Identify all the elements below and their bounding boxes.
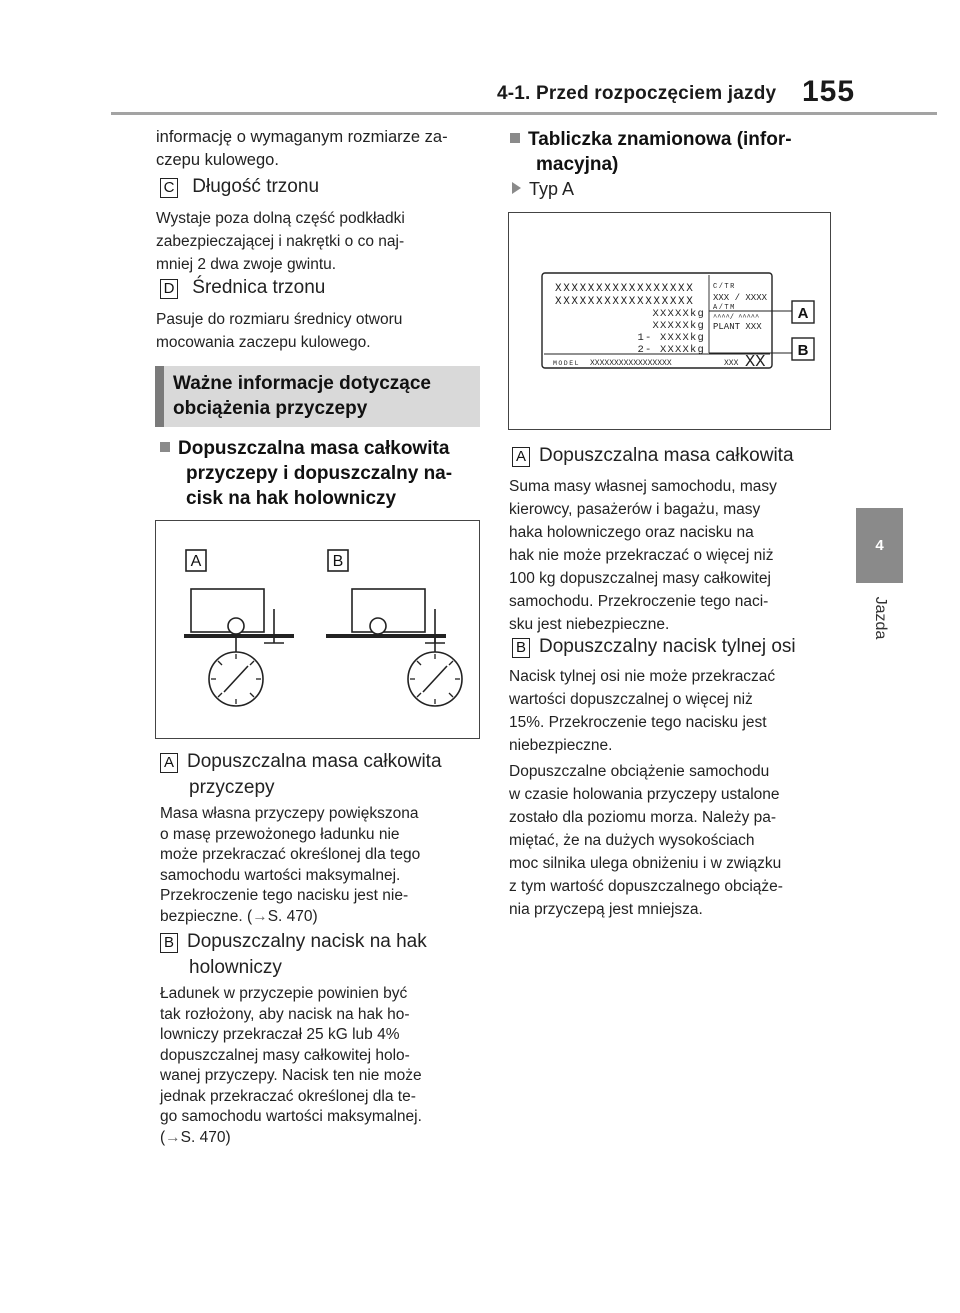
figure-label-b: B — [332, 553, 344, 570]
chapter-label — [856, 588, 903, 648]
subsection-heading-plate — [510, 127, 792, 177]
text-line: informację o wymaganym rozmiarze za- — [156, 128, 448, 146]
right-item-b-desc — [509, 665, 775, 757]
plate-plant: PLANT XXX — [713, 322, 762, 332]
text-line: może przekraczać określonej dla tego — [160, 846, 421, 863]
text-line: kierowcy, pasażerów i bagażu, masy — [509, 501, 761, 518]
item-title-text: Dopuszczalny nacisk na hak — [187, 931, 427, 952]
square-bullet-icon — [160, 442, 170, 452]
text-line: go samochodu wartości maksymalnej. — [160, 1108, 422, 1125]
text-line: zostało dla poziomu morza. Należy pa- — [509, 809, 777, 826]
type-label — [512, 179, 574, 200]
page-reference-link[interactable]: S. 470) — [267, 907, 318, 925]
figure-label-a: A — [797, 305, 809, 322]
text-line: Dopuszczalne obciążenie samochodu — [509, 763, 770, 780]
header-divider — [111, 112, 937, 115]
text-line: moc silnika ulega obniżeniu i w związku — [509, 855, 782, 872]
text-line: miętać, że na dużych wysokościach — [509, 832, 755, 849]
item-b-desc — [160, 984, 422, 1148]
item-b-title — [160, 929, 427, 981]
item-title-text: Średnica trzonu — [192, 277, 326, 298]
nameplate-illustration — [509, 213, 830, 429]
chapter-label-text: Jazda — [871, 596, 889, 640]
text-line: lowniczy przekraczał 25 kG lub 4% — [160, 1026, 400, 1043]
see-page-arrow-icon: → — [165, 1128, 181, 1146]
text-line: jednak przekraczać określonej dla te- — [160, 1087, 416, 1105]
text-line: samochodu. Przekroczenie tego naci- — [509, 593, 769, 610]
item-a-title — [160, 749, 442, 801]
type-label-text: Typ A — [529, 179, 575, 199]
item-title-text: Dopuszczalny nacisk tylnej osi — [539, 636, 796, 657]
text-line: z tym wartość dopuszczalnego obciąże- — [509, 878, 783, 895]
item-d-desc — [156, 308, 402, 354]
right-item-a-desc — [509, 475, 777, 636]
plate-ctr: C/TR — [713, 283, 736, 291]
text-line: haka holowniczego oraz nacisku na — [509, 524, 754, 541]
plate-row-5: 1- XXXXkg — [637, 332, 705, 344]
triangle-bullet-icon — [512, 182, 521, 194]
item-a-desc — [160, 804, 420, 927]
trailer-load-figure — [155, 520, 480, 739]
right-item-a-title — [512, 443, 794, 469]
item-title-text: holowniczy — [189, 957, 282, 978]
heading-line: cisk na hak holowniczy — [186, 488, 397, 509]
text-line: Ładunek w przyczepie powinien być — [160, 985, 408, 1002]
heading-line: Tabliczka znamionowa (infor- — [528, 129, 792, 150]
text-line: sku jest niebezpieczne. — [509, 616, 670, 633]
label-badge-c: C — [160, 178, 178, 198]
text-line: w czasie holowania przyczepy ustalone — [509, 786, 780, 803]
text-line: Nacisk tylnej osi nie może przekraczać — [509, 668, 776, 685]
label-badge-b: B — [160, 933, 178, 953]
plate-row-3: XXXXXkg — [652, 308, 705, 320]
plate-row-2: XXXXXXXXXXXXXXXXX — [555, 296, 695, 308]
right-item-b-title — [512, 634, 796, 660]
plate-xxx-xxxx: XXX / XXXX — [713, 293, 768, 303]
chapter-number: 4 — [875, 537, 884, 554]
text-line: wartości dopuszczalnej o więcej niż — [509, 691, 753, 708]
text-line: wanej przyczepy. Nacisk ten nie może — [160, 1067, 422, 1084]
heading-line: obciążenia przyczepy — [173, 398, 368, 419]
text-fragment: bezpieczne. ( — [160, 907, 253, 925]
plate-caret: ^^^^/ ^^^^^ — [713, 314, 760, 322]
chapter-tab[interactable] — [856, 508, 903, 583]
item-title-text: Dopuszczalna masa całkowita — [187, 751, 442, 772]
text-line: 15%. Przekroczenie tego nacisku jest — [509, 714, 767, 731]
trailer-gauges-illustration — [156, 521, 479, 738]
text-line: niebezpieczne. — [509, 737, 613, 754]
heading-accent-bar — [155, 366, 164, 427]
plate-row-6: 2- XXXXkg — [637, 344, 705, 356]
page-number: 155 — [802, 75, 856, 108]
figure-label-b: B — [797, 342, 809, 359]
text-line: mocowania zaczepu kulowego. — [156, 334, 371, 351]
see-page-arrow-icon: → — [252, 907, 268, 925]
text-line: hak nie może przekraczać o więcej niż — [509, 547, 774, 564]
heading-line: Dopuszczalna masa całkowita — [178, 438, 450, 459]
text-line: Suma masy własnej samochodu, masy — [509, 478, 777, 495]
text-line: 100 kg dopuszczalnej masy całkowitej — [509, 570, 771, 587]
item-c-desc — [156, 207, 405, 276]
plate-xx: XX — [745, 353, 766, 372]
heading-line: przyczepy i dopuszczalny na- — [186, 463, 453, 484]
plate-xxx: XXX — [724, 359, 739, 368]
intro-text — [156, 126, 448, 172]
plate-model-value: XXXXXXXXXXXXXXXXX — [590, 359, 672, 368]
text-line: tak rozłożony, aby nacisk na hak ho- — [160, 1005, 410, 1023]
section-heading-box — [155, 366, 480, 427]
subsection-heading-trailer — [160, 436, 452, 511]
label-badge-a: A — [160, 753, 178, 773]
section-title: 4-1. Przed rozpoczęciem jazdy — [497, 83, 777, 104]
text-line: mniej 2 dwa zwoje gwintu. — [156, 256, 337, 273]
text-line: Pasuje do rozmiaru średnicy otworu — [156, 311, 403, 328]
text-line: dopuszczalnej masy całkowitej holo- — [160, 1046, 410, 1064]
label-badge-a: A — [512, 447, 530, 467]
text-line: zabezpieczającej i nakrętki o co naj- — [156, 233, 405, 250]
item-d-title — [160, 275, 325, 301]
figure-label-a: A — [190, 553, 202, 570]
plate-row-1: XXXXXXXXXXXXXXXXX — [555, 283, 695, 295]
item-title-text: przyczepy — [189, 777, 275, 798]
text-line: nia przyczepą jest mniejsza. — [509, 901, 703, 918]
text-line: samochodu wartości maksymalnej. — [160, 866, 401, 884]
text-line: czepu kulowego. — [156, 151, 279, 169]
text-line: Przekroczenie tego nacisku jest nie- — [160, 887, 409, 904]
item-title-text: Dopuszczalna masa całkowita — [539, 445, 794, 466]
item-c-title — [160, 174, 319, 200]
nameplate-figure — [508, 212, 831, 430]
plate-row-4: XXXXXkg — [652, 320, 705, 332]
square-bullet-icon — [510, 133, 520, 143]
text-line: Masa własna przyczepy powiększona — [160, 805, 419, 822]
text-fragment: ( — [160, 1128, 166, 1146]
altitude-note — [509, 760, 783, 921]
item-title-text: Długość trzonu — [192, 176, 320, 197]
text-line: o masę przewożonego ładunku nie — [160, 825, 400, 843]
heading-line: Ważne informacje dotyczące — [173, 373, 431, 394]
page-reference-link[interactable]: S. 470) — [180, 1128, 231, 1146]
plate-atm: A/TM — [713, 304, 736, 312]
plate-model-label: MODEL — [553, 360, 581, 367]
label-badge-d: D — [160, 279, 178, 299]
label-badge-b: B — [512, 638, 530, 658]
text-line: Wystaje poza dolną część podkładki — [156, 210, 405, 227]
heading-line: macyjna) — [536, 154, 619, 175]
